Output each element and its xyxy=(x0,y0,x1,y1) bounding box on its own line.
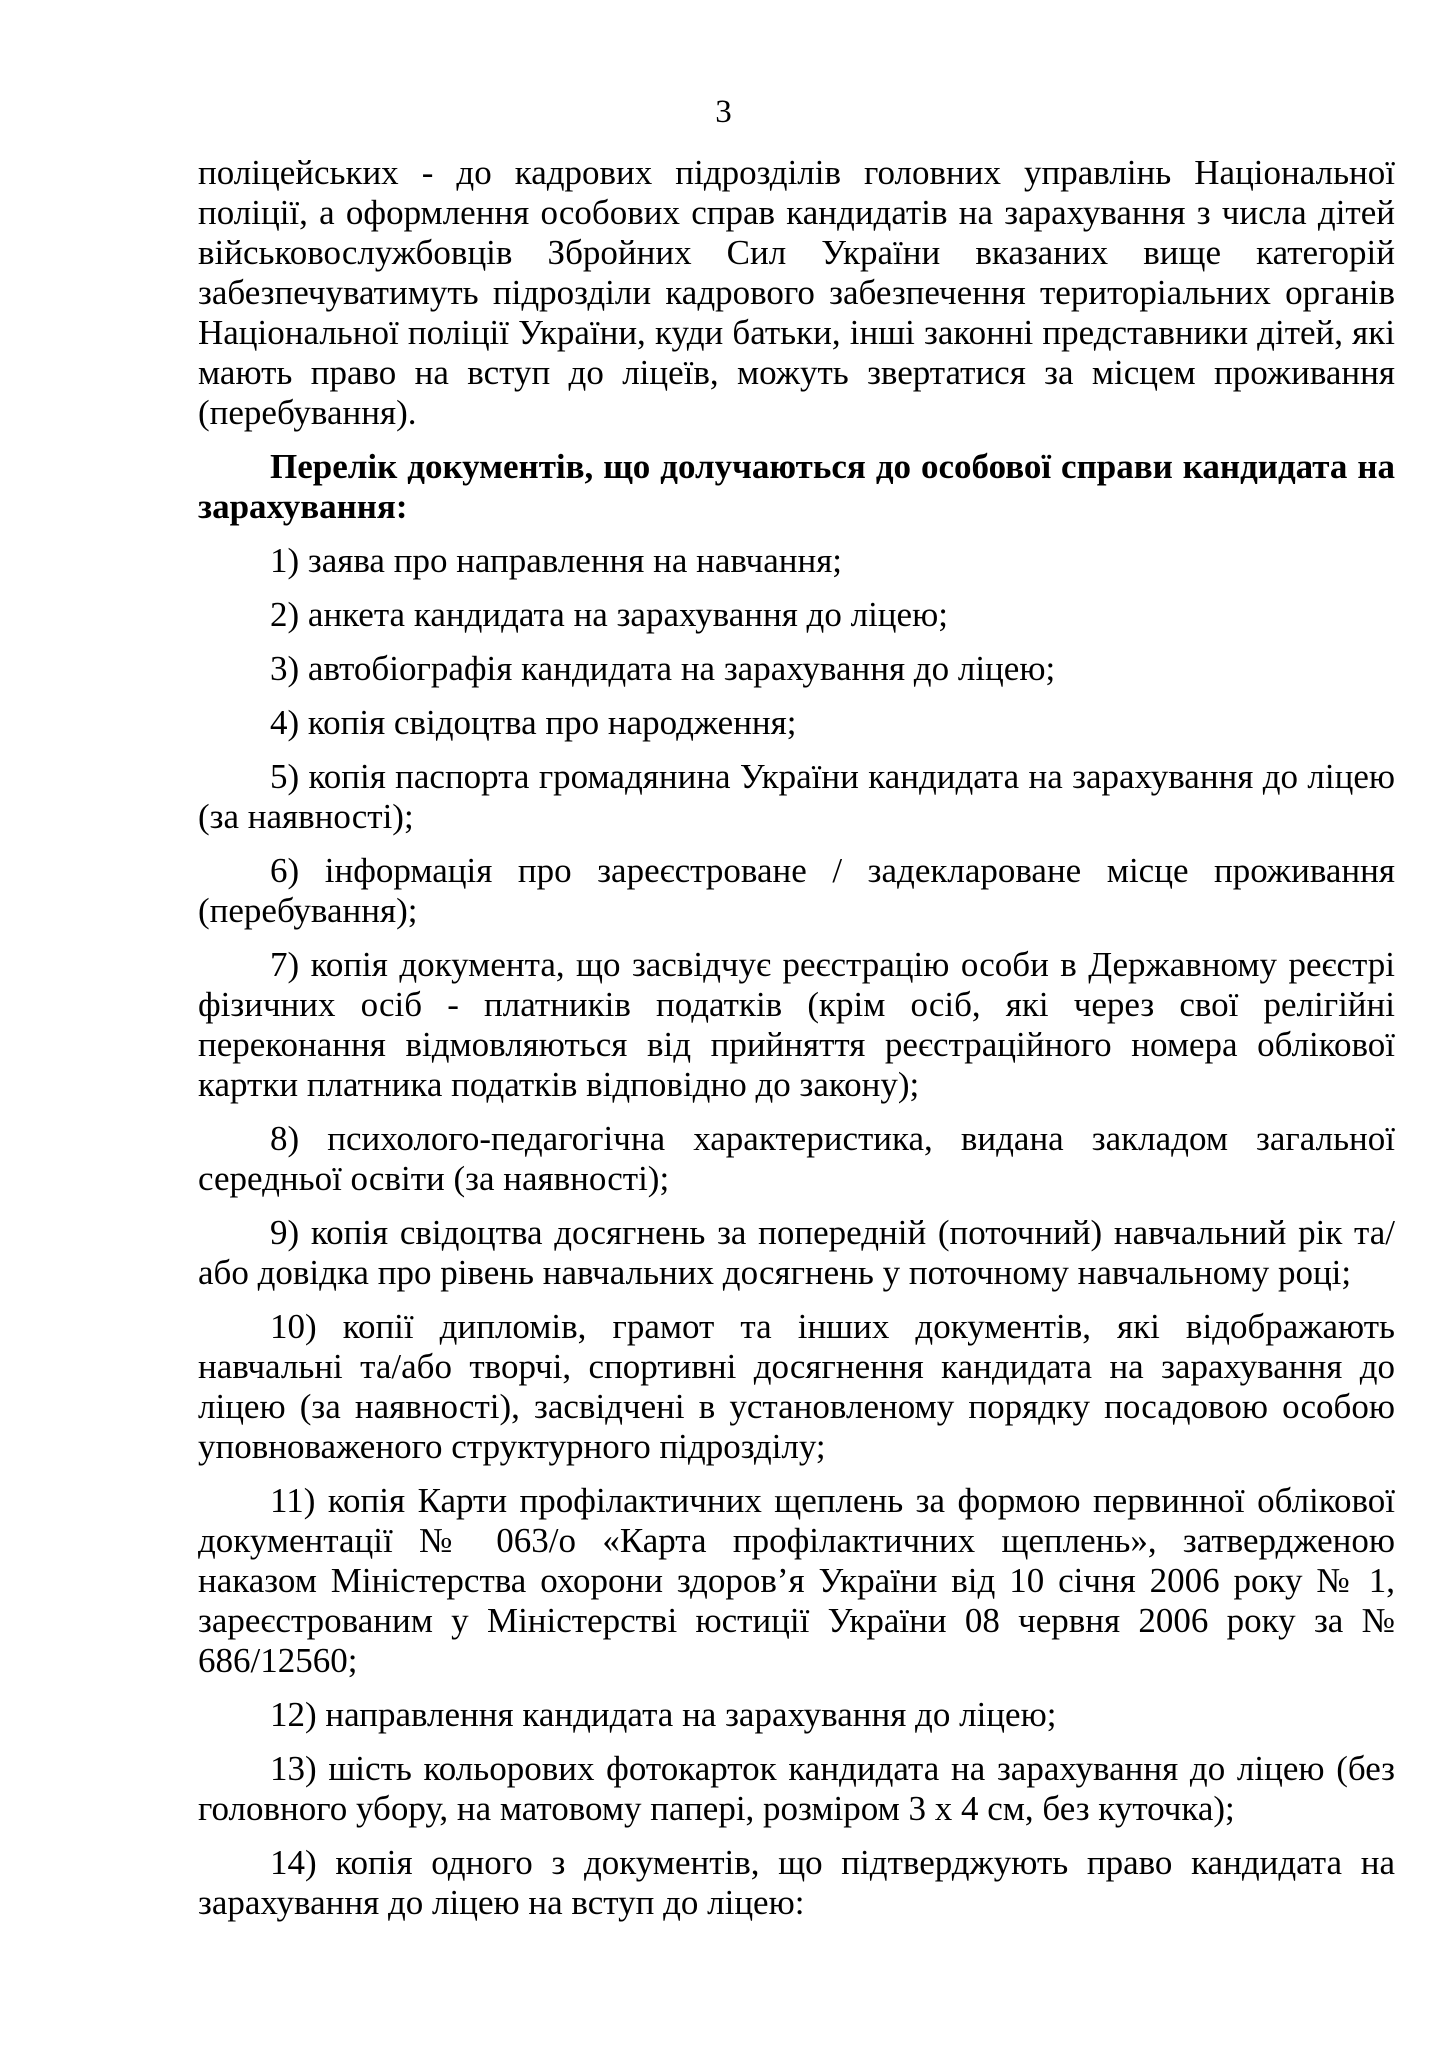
section-heading: Перелік документів, що долучаються до особової справи кандидата на зарахування: xyxy=(198,447,1395,526)
list-item-10: 10) копії дипломів, грамот та інших документів, які відображають навчальні та/або творчі, спортивні досягнення кандидата на зарахування до ліцею (за наявності), засвідчені в установленому порядку посадовою особою уповноваженого структурного підрозділу; xyxy=(198,1307,1395,1466)
list-item-4: 4) копія свідоцтва про народження; xyxy=(270,703,797,742)
list-item-12: 12) направлення кандидата на зарахування до ліцею; xyxy=(270,1695,1057,1734)
list-item-9: 9) копія свідоцтва досягнень за попередній (поточний) навчальний рік та/або довідка про рівень навчальних досягнень у поточному навчальному році; xyxy=(198,1213,1395,1292)
list-item-3: 3) автобіографія кандидата на зарахування до ліцею; xyxy=(270,649,1056,688)
list-item-11: 11) копія Карти профілактичних щеплень за формою первинної облікової документації № 063/о «Карта профілактичних щеплень», затвердженою наказом Міністерства охорони здоров’я України від 10 січня 2006 року № 1, зареєстрованим у Міністерстві юстиції України 08 червня 2006 року за № 686/12560; xyxy=(198,1481,1395,1680)
intro-paragraph: поліцейських - до кадрових підрозділів головних управлінь Національної поліції, а оформлення особових справ кандидатів на зарахування з числа дітей військовослужбовців Збройних Сил України вказаних вище категорій забезпечуватимуть підрозділи кадрового забезпечення територіальних органів Національної поліції України, куди батьки, інші законні представники дітей, які мають право на вступ до ліцеїв, можуть звертатися за місцем проживання (перебування). xyxy=(198,153,1395,432)
list-item-8: 8) психолого-педагогічна характеристика, видана закладом загальної середньої освіти (за наявності); xyxy=(198,1119,1395,1198)
list-item-14: 14) копія одного з документів, що підтверджують право кандидата на зарахування до ліцею на вступ до ліцею: xyxy=(198,1843,1395,1922)
page-number: 3 xyxy=(715,94,732,130)
list-item-7: 7) копія документа, що засвідчує реєстрацію особи в Державному реєстрі фізичних осіб - платників податків (крім осіб, які через свої релігійні переконання відмовляються від прийняття реєстраційного номера облікової картки платника податків відповідно до закону); xyxy=(198,945,1395,1104)
list-item-13: 13) шість кольорових фотокарток кандидата на зарахування до ліцею (без головного убору, на матовому папері, розміром 3 х 4 см, без куточка); xyxy=(198,1749,1395,1828)
list-item-2: 2) анкета кандидата на зарахування до ліцею; xyxy=(270,595,948,634)
list-item-6: 6) інформація про зареєстроване / задеклароване місце проживання (перебування); xyxy=(198,851,1395,930)
list-item-5: 5) копія паспорта громадянина України кандидата на зарахування до ліцею (за наявності); xyxy=(198,757,1395,836)
list-item-1: 1) заява про направлення на навчання; xyxy=(270,541,843,580)
